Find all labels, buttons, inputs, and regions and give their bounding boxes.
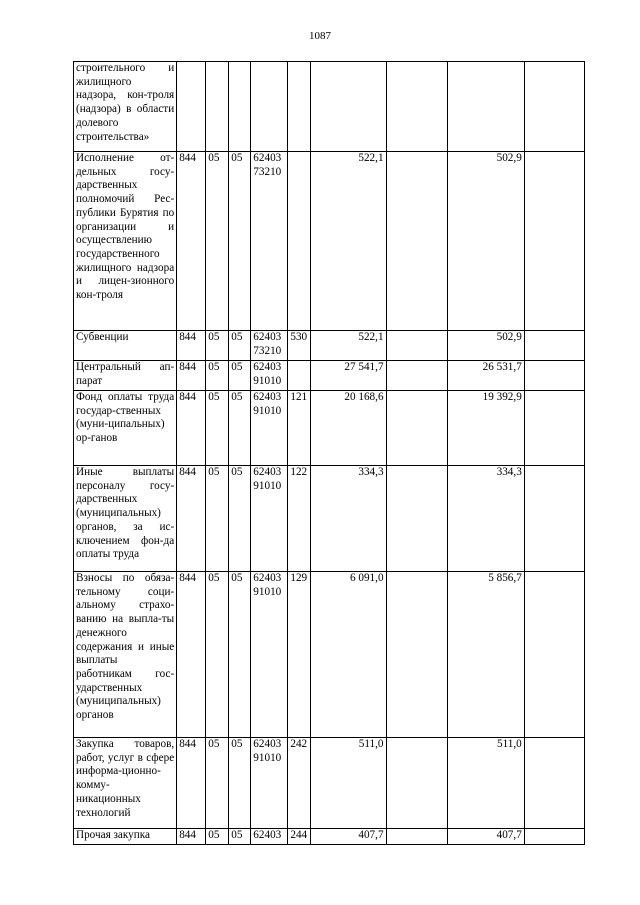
cell-amount-4	[524, 466, 584, 572]
cell-amount-1: 6 091,0	[311, 572, 386, 738]
cell-amount-1: 511,0	[311, 738, 386, 829]
row-name: Иные выплаты персоналу госу-дарственных (муниципальных) органов, за ис-ключением фон-да оплаты труда	[74, 466, 177, 572]
cell-amount-4	[524, 572, 584, 738]
cell-razdel	[206, 62, 229, 152]
cell-csr: 62403 73210	[251, 152, 288, 331]
cell-amount-4	[524, 829, 584, 845]
cell-razdel: 05	[206, 152, 229, 331]
cell-amount-3	[447, 62, 524, 152]
cell-razdel: 05	[206, 331, 229, 361]
table-row	[74, 331, 585, 361]
cell-podrazdel: 05	[229, 829, 251, 845]
cell-csr: 62403 91010	[251, 391, 288, 466]
cell-razdel: 05	[206, 738, 229, 829]
table-row	[74, 62, 585, 152]
cell-amount-1: 522,1	[311, 331, 386, 361]
cell-amount-4	[524, 331, 584, 361]
cell-razdel: 05	[206, 466, 229, 572]
cell-amount-3: 407,7	[447, 829, 524, 845]
cell-amount-1: 27 541,7	[311, 361, 386, 391]
row-name: Закупка товаров, работ, услуг в сфере информа-ционно-комму-никационных технологий	[74, 738, 177, 829]
cell-grbs: 844	[177, 466, 206, 572]
cell-amount-2	[386, 391, 447, 466]
table-row	[74, 738, 585, 829]
cell-csr	[251, 62, 288, 152]
cell-amount-3: 511,0	[447, 738, 524, 829]
cell-amount-1: 522,1	[311, 152, 386, 331]
cell-vr: 122	[288, 466, 311, 572]
cell-amount-1	[311, 62, 386, 152]
cell-grbs: 844	[177, 738, 206, 829]
cell-vr: 242	[288, 738, 311, 829]
cell-podrazdel: 05	[229, 331, 251, 361]
row-name: Исполнение от-дельных госу-дарственных полномочий Рес-публики Бурятия по организации и осуществлению государственного жилищного надзора и лицен-зионного кон-троля	[74, 152, 177, 331]
cell-csr: 62403 91010	[251, 361, 288, 391]
page-number: 1087	[309, 30, 331, 42]
cell-amount-3: 26 531,7	[447, 361, 524, 391]
cell-amount-2	[386, 572, 447, 738]
cell-podrazdel	[229, 62, 251, 152]
cell-vr: 244	[288, 829, 311, 845]
cell-amount-1: 407,7	[311, 829, 386, 845]
cell-razdel: 05	[206, 829, 229, 845]
cell-grbs: 844	[177, 391, 206, 466]
cell-razdel: 05	[206, 391, 229, 466]
row-name: Субвенции	[74, 331, 177, 361]
cell-grbs: 844	[177, 361, 206, 391]
cell-amount-2	[386, 152, 447, 331]
cell-amount-2	[386, 829, 447, 845]
cell-amount-3: 5 856,7	[447, 572, 524, 738]
table-row	[74, 466, 585, 572]
cell-amount-4	[524, 152, 584, 331]
cell-amount-1: 334,3	[311, 466, 386, 572]
cell-amount-2	[386, 361, 447, 391]
cell-podrazdel: 05	[229, 466, 251, 572]
cell-podrazdel: 05	[229, 572, 251, 738]
cell-podrazdel: 05	[229, 361, 251, 391]
cell-amount-4	[524, 361, 584, 391]
cell-csr: 62403 91010	[251, 466, 288, 572]
cell-vr	[288, 62, 311, 152]
row-name: строительного и жилищного надзора, кон-троля (надзора) в области долевого строительства»	[74, 62, 177, 152]
cell-vr	[288, 152, 311, 331]
cell-csr: 62403 91010	[251, 572, 288, 738]
cell-amount-4	[524, 391, 584, 466]
table-row	[74, 361, 585, 391]
cell-podrazdel: 05	[229, 152, 251, 331]
cell-podrazdel: 05	[229, 391, 251, 466]
cell-amount-4	[524, 738, 584, 829]
table-row	[74, 829, 585, 845]
cell-csr: 62403 91010	[251, 738, 288, 829]
cell-grbs: 844	[177, 152, 206, 331]
cell-grbs: 844	[177, 331, 206, 361]
cell-amount-3: 502,9	[447, 152, 524, 331]
cell-vr: 121	[288, 391, 311, 466]
cell-amount-3: 502,9	[447, 331, 524, 361]
cell-vr: 530	[288, 331, 311, 361]
row-name: Центральный ап-парат	[74, 361, 177, 391]
table-row	[74, 572, 585, 738]
cell-amount-4	[524, 62, 584, 152]
cell-grbs	[177, 62, 206, 152]
table-row	[74, 391, 585, 466]
budget-table	[73, 61, 585, 845]
cell-amount-2	[386, 331, 447, 361]
table-row	[74, 152, 585, 331]
cell-amount-1: 20 168,6	[311, 391, 386, 466]
cell-podrazdel: 05	[229, 738, 251, 829]
cell-amount-3: 334,3	[447, 466, 524, 572]
cell-razdel: 05	[206, 572, 229, 738]
cell-vr	[288, 361, 311, 391]
row-name: Фонд оплаты труда государ-ственных (муни-ципальных) ор-ганов	[74, 391, 177, 466]
cell-amount-3: 19 392,9	[447, 391, 524, 466]
cell-csr: 62403 73210	[251, 331, 288, 361]
cell-grbs: 844	[177, 829, 206, 845]
cell-amount-2	[386, 62, 447, 152]
cell-amount-2	[386, 738, 447, 829]
cell-amount-2	[386, 466, 447, 572]
cell-grbs: 844	[177, 572, 206, 738]
row-name: Взносы по обяза-тельному соци-альному страхо-ванию на выпла-ты денежного содержания и иные выплаты работникам гос-ударственных (муниципальных) органов	[74, 572, 177, 738]
cell-razdel: 05	[206, 361, 229, 391]
cell-vr: 129	[288, 572, 311, 738]
cell-csr: 62403	[251, 829, 288, 845]
row-name: Прочая закупка	[74, 829, 177, 845]
